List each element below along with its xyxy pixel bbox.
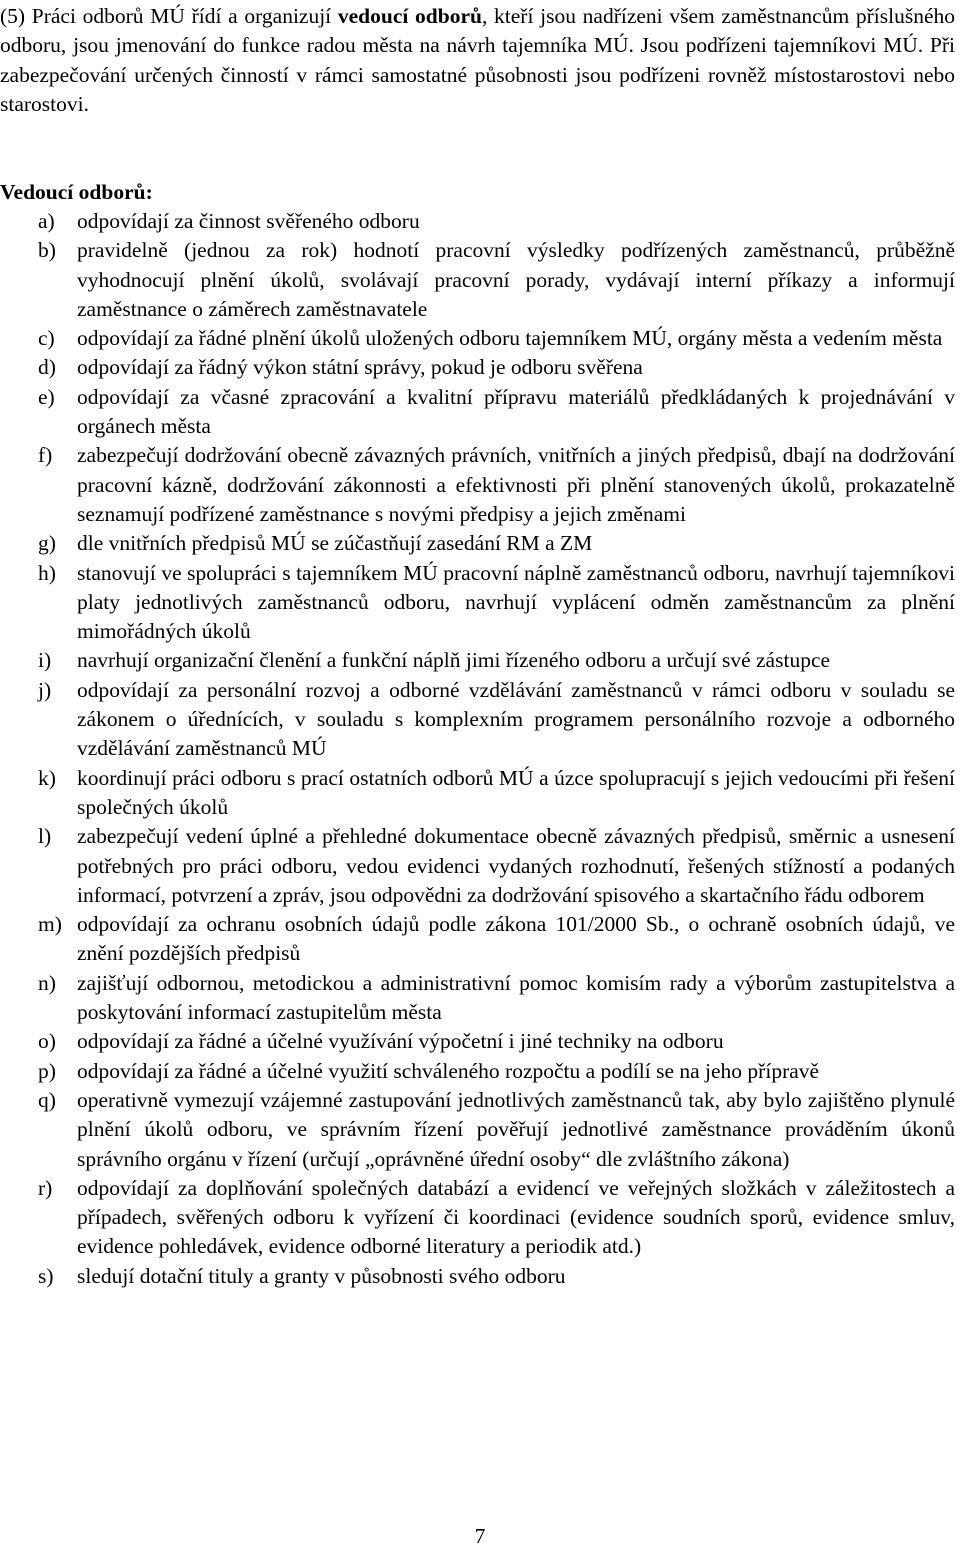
list-item-text: pravidelně (jednou za rok) hodnotí pracovní výsledky podřízených zaměstnanců, průběžně vyhodnocují plnění úkolů, svolávají pracovní porady, vydávají interní příkazy a informují zaměstnance o záměrech zaměstnavatele <box>77 238 955 321</box>
list-item <box>0 646 955 675</box>
list-item-marker: c) <box>38 326 55 351</box>
list-item-marker: j) <box>38 677 52 702</box>
list-item <box>0 324 955 353</box>
page-number: 7 <box>474 1524 486 1548</box>
list-item <box>0 383 955 442</box>
list-item-text: odpovídají za řádné a účelné využití schváleného rozpočtu a podílí se na jeho přípravě <box>77 1058 820 1083</box>
list-item-marker: k) <box>38 765 56 790</box>
list-item <box>0 969 955 1028</box>
list-item-marker: i) <box>38 648 52 673</box>
list-item-text: odpovídají za personální rozvoj a odborné vzdělávání zaměstnanců v rámci odboru v souladu se zákonem o úřednících, v souladu s komplexním programem personálního rozvoje a odborného vzdělávání zaměstnanců MÚ <box>77 677 955 761</box>
list-item-marker: q) <box>38 1087 56 1112</box>
list-item-text: koordinují práci odboru s prací ostatních odborů MÚ a úzce spolupracují s jejich vedoucími při řešení společných úkolů <box>77 765 955 819</box>
list-item-marker: n) <box>38 970 56 995</box>
list-item-marker: s) <box>38 1263 54 1288</box>
section-heading: Vedoucí odborů: <box>0 180 153 204</box>
list-item-marker: a) <box>38 209 55 233</box>
list-item-marker: h) <box>38 560 56 585</box>
list-item-text: stanovují ve spolupráci s tajemníkem MÚ pracovní náplně zaměstnanců odboru, navrhují tajemníkovi platy jednotlivých zaměstnanců odboru, navrhují vyplácení odměn zaměstnancům za plnění mimořádných úkolů <box>77 560 955 644</box>
intro-paragraph <box>0 2 955 120</box>
list-item-text: zabezpečují dodržování obecně závazných právních, vnitřních a jiných předpisů, dbají na dodržování pracovní kázně, dodržování zákonnosti a efektivnosti při plnění stanovených úkolů, prokazatelně seznamují podřízené zaměstnance s novými předpisy a jejich změnami <box>77 443 955 526</box>
list-item-text: sledují dotační tituly a granty v působnosti svého odboru <box>77 1263 566 1288</box>
list-item <box>0 559 955 647</box>
intro-bold-term: vedoucí odborů <box>337 4 482 28</box>
list-item-text: zabezpečují vedení úplné a přehledné dokumentace obecně závazných předpisů, směrnic a usnesení potřebných pro práci odboru, vedou evidenci vydaných rozhodnutí, řešených stížností a podaných informací, potvrzení a zpráv, jsou odpovědni za dodržování spisového a skartačního řádu odborem <box>77 824 955 907</box>
list-item <box>0 764 955 823</box>
list-item <box>0 1086 955 1174</box>
list-item-marker: l) <box>38 824 52 849</box>
list-item-text: dle vnitřních předpisů MÚ se zúčastňují zasedání RM a ZM <box>77 531 593 556</box>
list-item <box>0 910 955 969</box>
list-item-text: odpovídají za včasné zpracování a kvalitní přípravu materiálů předkládaných k projednávání v orgánech města <box>77 384 955 439</box>
list-item-marker: b) <box>38 238 56 263</box>
list-item-marker: d) <box>38 355 56 380</box>
list-item <box>0 1262 955 1291</box>
list-item <box>0 822 955 910</box>
list-item-marker: r) <box>38 1175 53 1200</box>
list-item <box>0 236 955 324</box>
list-item-text: navrhují organizační členění a funkční náplň jimi řízeného odboru a určují své zástupce <box>77 648 831 673</box>
list-item-text: odpovídají za řádný výkon státní správy, pokud je odboru svěřena <box>77 355 643 380</box>
list-item-marker: g) <box>38 531 56 556</box>
list-item <box>0 676 955 764</box>
duties-list <box>0 207 955 1291</box>
list-item-text: odpovídají za řádné a účelné využívání výpočetní i jiné techniky na odboru <box>77 1029 724 1054</box>
list-item-text: zajišťují odbornou, metodickou a administrativní pomoc komisím rady a výborům zastupitelstva a poskytování informací zastupitelům města <box>77 970 955 1025</box>
list-item-marker: e) <box>38 384 55 409</box>
list-item-marker: f) <box>38 443 53 468</box>
list-item <box>0 353 955 382</box>
list-item-marker: o) <box>38 1029 56 1054</box>
list-item-marker: p) <box>38 1058 56 1083</box>
list-item <box>0 1057 955 1086</box>
list-item <box>0 441 955 529</box>
list-item-text: odpovídají za řádné plnění úkolů uložených odboru tajemníkem MÚ, orgány města a vedením města <box>77 326 943 351</box>
list-item <box>0 529 955 558</box>
list-item-text: odpovídají za ochranu osobních údajů podle zákona 101/2000 Sb., o ochraně osobních údajů, ve znění pozdějších předpisů <box>77 912 955 966</box>
list-item-text: odpovídají za činnost svěřeného odboru <box>77 209 420 233</box>
list-item <box>0 207 955 236</box>
list-item <box>0 1027 955 1056</box>
list-item-marker: m) <box>38 912 62 937</box>
list-item <box>0 1174 955 1262</box>
intro-text-end: , kteří jsou nadřízeni všem zaměstnancům příslušného odboru, jsou jmenování do funkce radou města na návrh tajemníka MÚ. Jsou podřízeni tajemníkovi MÚ. Při zabezpečování určených činností v rámci samostatné působnosti jsou podřízeni rovněž místostarostovi nebo starostovi. <box>0 4 955 117</box>
intro-text-start: (5) Práci odborů MÚ řídí a organizují <box>0 4 338 28</box>
list-item-text: operativně vymezují vzájemné zastupování jednotlivých zaměstnanců tak, aby bylo zajištěno plynulé plnění úkolů odboru, ve správním řízení pověřují jednotlivé zaměstnance prováděním úkonů správního orgánu v řízení (určují „oprávněné úřední osoby“ dle zvláštního zákona) <box>77 1087 955 1171</box>
list-item-text: odpovídají za doplňování společných databází a evidencí ve veřejných složkách v záležitostech a případech, svěřených odboru k vyřízení či koordinaci (evidence soudních sporů, evidence smluv, evidence pohledávek, evidence odborné literatury a periodik atd.) <box>77 1175 955 1259</box>
